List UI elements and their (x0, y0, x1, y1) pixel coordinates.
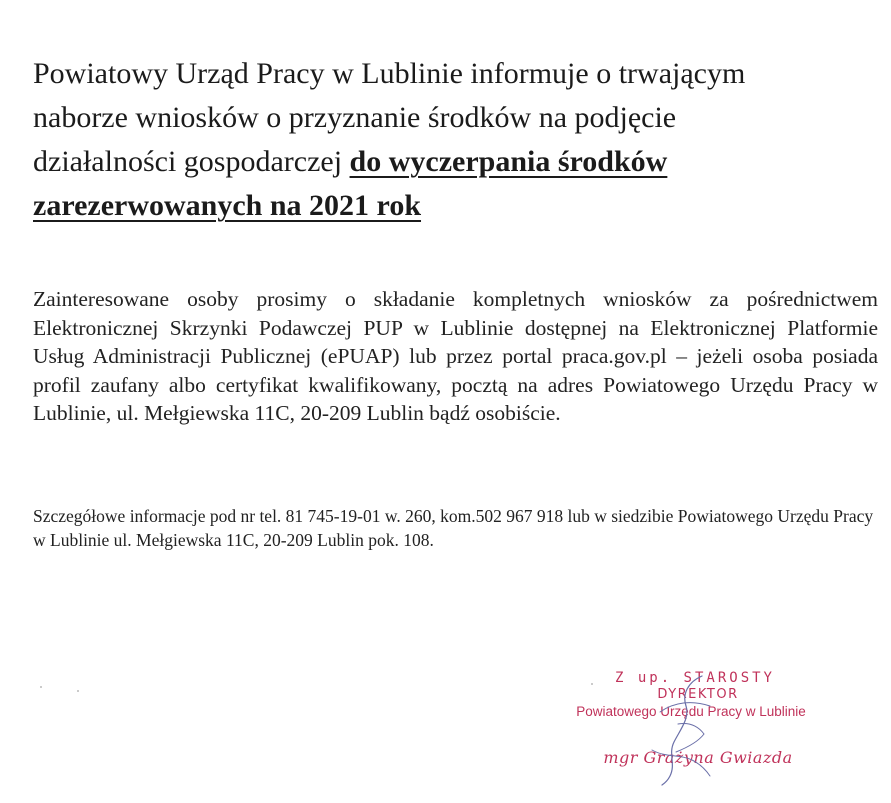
scan-speck (40, 686, 42, 688)
headline-emphasis: do wyczerpania środków zarezerwowanych na 2021 rok (33, 145, 668, 222)
stamp-office-line: Powiatowego Urzędu Pracy w Lublinie (576, 704, 806, 719)
headline-text: Powiatowy Urząd Pracy w Lublinie informuje o trwającym naborze wniosków o przyznanie środków na podjęcie działalności gospodarczej (33, 57, 746, 178)
contact-information: Szczegółowe informacje pod nr tel. 81 745-19-01 w. 260, kom.502 967 918 lub w siedzibie Powiatowego Urzędu Pracy w Lublinie ul. Mełgiewska 11C, 20-209 Lublin pok. 108. (33, 506, 874, 550)
handwritten-signature (640, 672, 730, 787)
stamp-title-line: DYREKTOR (657, 687, 739, 702)
application-instructions: Zainteresowane osoby prosimy o składanie kompletnych wniosków za pośrednictwem Elektronicznej Skrzynki Podawczej PUP w Lublinie dostępnej na Elektronicznej Platformie Usług Administracji Publicznej (ePUAP) lub przez portal praca.gov.pl – jeżeli osoba posiada profil zaufany albo certyfikat kwalifikowany, pocztą na adres Powiatowego Urzędu Pracy w Lublinie, ul. Mełgiewska 11C, 20-209 Lublin bądź osobiście. (33, 287, 878, 425)
stamp-authority-line: Z up. STAROSTY (614, 670, 775, 686)
announcement-headline (33, 52, 813, 228)
scan-speck (591, 683, 593, 685)
stamp-signatory-name: mgr Grażyna Gwiazda (603, 748, 793, 767)
scan-speck (77, 690, 79, 692)
